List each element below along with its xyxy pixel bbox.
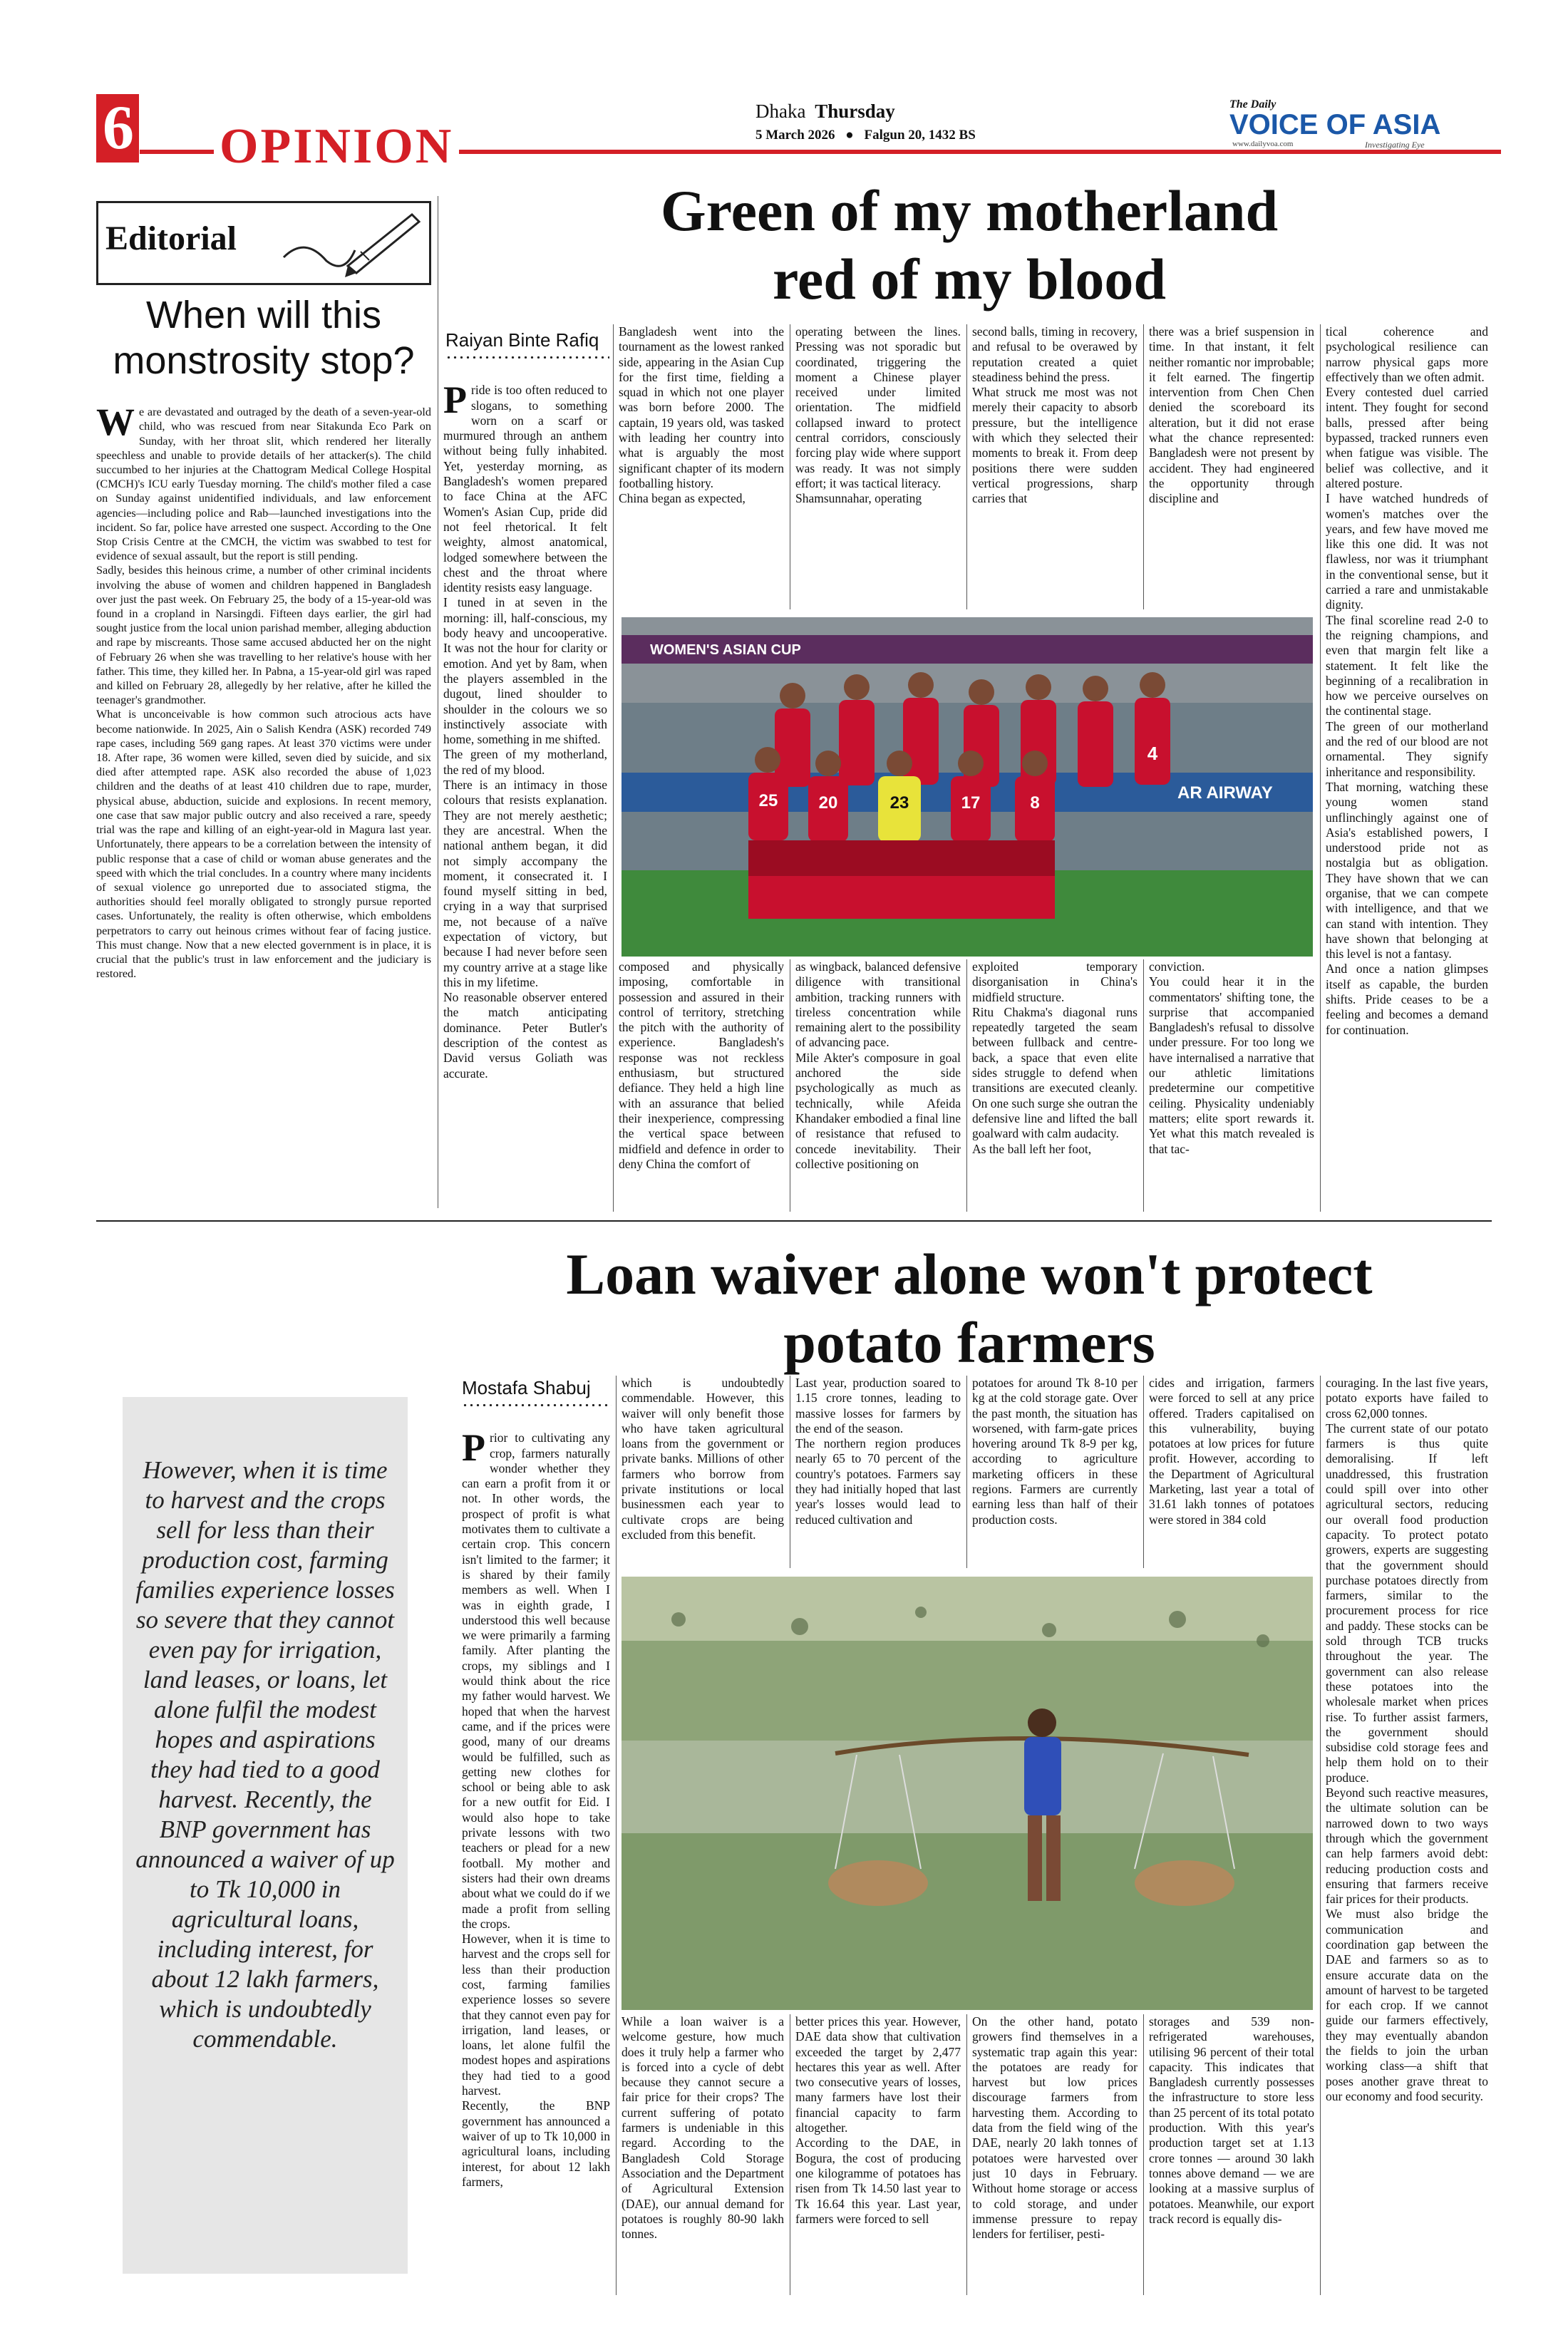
section-divider xyxy=(96,1220,1492,1222)
jersey-number: 20 xyxy=(818,793,838,813)
article1-headline-line2: red of my blood xyxy=(772,247,1167,311)
photo-banner-right: AR AIRWAY xyxy=(1177,783,1273,803)
editorial-label: Editorial xyxy=(105,220,237,257)
article1-col2-bottom: composed and physically imposing, comfortable in possession and assured in their control of territory, stretching the pitch with the authority of experience. Bangladesh's response was not reckless enthusiasm, but structured defiance. They held a high line with an assurance that belied their inexperience, compressing the vertical space between midfield and defence in order to deny China the comfort of xyxy=(619,959,784,1171)
article2-col2-top: which is undoubtedly commendable. However, this waiver will only benefit those who have taken agricultural loans from the government or private banks. Millions of other farmers who borrow from private institutions or local businessmen each year to cultivate crops are being excluded from this benefit. xyxy=(621,1376,784,1542)
article1-col1-text: ride is too often reduced to slogans, to something worn on a scarf or murmured through an anthem without being fully inhabited. Yet, yesterday morning, as Bangladesh's women prepared to face China at the AFC Women's Asian Cup, pride did not feel rhetorical. It felt weighty, almost anatomical, lodged somewhere between the chest and the throat where identity resists easy language. I tuned in at seven in the morning: ill, half-conscious, my body heavy and uncooperative. It was not the hour for clarity or emotion. And yet by 8am, when the players assembled in the dugout, lined shoulder to shoulder in the colours we so instinctively associate with home, something in me shifted. The green of my motherland, the red of my blood. There is an intimacy in those colours that resists explanation. They are not merely aesthetic; they are ancestral. When the national anthem began, it did not simply accompany the moment, it consecrated it. I found myself sitting in bed, crying in a way that surprised me, not because of a naïve expectation of victory, but because I had never before seen my country arrive at a stage like this in my lifetime. No reasonable observer entered the match anticipating dominance. Peter Butler's description of the contest as David versus Goliath was accurate. xyxy=(443,383,607,1081)
article1-headline xyxy=(463,177,1475,314)
section-title: OPINION xyxy=(214,118,459,175)
article2-col6: couraging. In the last five years, potato exports have failed to cross 62,000 tonnes. The current state of our potato farmers is thus quite demoralising. If left unaddressed, this frustration could spill over into other agricultural sectors, reducing our overall food production capacity. To protect potato growers, experts are suggesting that the government should purchase potatoes directly from farmers, similar to the procurement process for rice and paddy. These stocks can be sold through TCB trucks throughout the year. The government can also release these potatoes into the wholesale market when prices rise. To further assist farmers, the government should subsidise cold storage fees and help them hold on to their produce. Beyond such reactive measures, the ultimate solution can be narrowed down to two ways through which the government can help farmers avoid debt: reducing production costs and ensuring that farmers receive fair prices for their products. We must also bridge the communication and coordination gap between the DAE and farmers so as to ensure accurate data on the amount of harvest to be targeted for each crop. If we cannot guide our farmers effectively, they may eventually abandon the fields to join the urban working class—a shift that poses another grave threat to our economy and food security. xyxy=(1326,1376,1488,2103)
dateline xyxy=(755,100,895,123)
farmer-photo xyxy=(621,1577,1313,2010)
article2-headline xyxy=(463,1240,1475,1377)
article2-dropcap: P xyxy=(462,1426,485,1470)
logo-top: The Daily xyxy=(1229,98,1276,110)
logo xyxy=(1229,100,1472,150)
article2-byline: Mostafa Shabuj xyxy=(462,1377,591,1398)
dateline-dates: 5 March 2026 ● Falgun 20, 1432 BS xyxy=(755,128,976,143)
article2-col4-bottom: On the other hand, potato growers find themselves in a systematic trap again this year: the potatoes are ready for harvest but low prices discourage farmers from harvesting them. According to data from the field wing of the DAE, nearly 20 lakh tonnes of potatoes were harvested over just 10 days in February. Without home storage or access to cold storage, and under immense pressure to repay lenders for fertiliser, pesti- xyxy=(972,2014,1138,2242)
dateline-weekday: Thursday xyxy=(815,100,895,122)
jersey-number: 4 xyxy=(1147,743,1158,764)
article1-col1 xyxy=(443,368,607,1212)
photo-banner-left: WOMEN'S ASIAN CUP xyxy=(650,642,801,658)
article1-col5-top: there was a brief suspension in time. In that instant, it felt neither romantic nor improbable; it felt earned. The fingertip intervention from Chen Chen denied the scoreboard its alteration, but it did not erase what the chance represented: Bangladesh were not present by accident. They had engineered the opportunity through discipline and xyxy=(1149,324,1314,506)
article1-col4-bottom: exploited temporary disorganisation in China's midfield structure. Ritu Chakma's diagonal runs repeatedly targeted the seam between fullback and centre-back, a space that even elite sides struggle to defend when transitions are executed cleanly. On one such surge she outran the defensive line and lifted the ball goalward with calm audacity. As the ball left her foot, xyxy=(972,959,1138,1156)
article1-byline-dots xyxy=(445,356,609,359)
article1-col3-top: operating between the lines. Pressing was not sporadic but coordinated, triggering the moment a Chinese player received under limited orientation. The midfield collapsed inward to protect central corridors, consciously forcing play wide where support was ready. It was not simply effort; it was tactical literacy. Shamsunnahar, operating xyxy=(795,324,961,506)
jersey-number: 23 xyxy=(889,793,909,813)
article2-col1 xyxy=(462,1416,610,2292)
article2-headline-line1: Loan waiver alone won't protect xyxy=(566,1242,1373,1306)
article2-byline-dots xyxy=(462,1404,612,1406)
article1-col2-top: Bangladesh went into the tournament as the lowest ranked side, appearing in the Asian Cup for the first time, fielding a squad in which not one player was born before 2000. The captain, 19 years old, was tasked with leading her country into what is arguably the most significant chapter of its modern footballing history. China began as expected, xyxy=(619,324,784,506)
page-number: 6 xyxy=(103,93,134,163)
article1-col3-bottom: as wingback, balanced defensive diligence with transitional ambition, tracking runners with tireless concentration while remaining alert to the possibility of advancing pace. Mile Akter's composure in goal anchored the side psychologically as much as technically, while Afeida Khandaker embodied a final line of resistance that refused to concede inevitability. Their collective positioning on xyxy=(795,959,961,1171)
article1-col5-bottom: conviction. You could hear it in the commentators' shifting tone, the surprise that accompanied Bangladesh's refusal to dissolve under pressure. For too long we have internalised a narrative that our athletic limitations predetermine our competitive ceiling. Physicality undeniably matters; elite sport rewards it. Yet what this match revealed is that tac- xyxy=(1149,959,1314,1156)
article1-headline-line1: Green of my motherland xyxy=(660,178,1279,243)
date-english: 5 March 2026 xyxy=(755,128,835,143)
editorial-text: e are devastated and outraged by the death of a seven-year-old child, who was rescued from near Sitakunda Eco Park on Sunday, with her throat slit, which rendered her literally speechless and unable to provide details of her attacker(s). The child succumbed to her injuries at the Chattogram Medical College Hospital (CMCH)'s ICU early Tuesday morning. The child's mother filed a case on Sunday against unidentified individuals, and law enforcement agencies—including police and Rab—launched investigations into the incident. So far, police have arrested one suspect. According to the One Stop Crisis Centre at the CMCH, the victim was swabbed to test for evidence of sexual assault, but the report is still pending. Sadly, besides this heinous crime, a number of other criminal incidents involving the abuse of women and children happened in Bangladesh over just the past week. On February 25, the body of a 15-year-old was found in a cropland in Narsingdi. Fifteen days earlier, the girl had sought justice from the local union parishad member, alleging abduction and rape by miscreants. Those same accused abducted her on the night of February 26 when she was travelling to her relative's house with her father. This time, they killed her. In Pabna, a 15-year-old girl was raped and killed on February 28, allegedly by her relative, after he killed the teenager's grandmother. What is unconceivable is how common such atrocious acts have become nationwide. In 2025, Ain o Salish Kendra (ASK) recorded 749 rape cases, including 569 gang rapes. At least 370 victims were under 18. After rape, 36 women were killed, seven died by suicide, and six died after attempted rape. ASK also recorded the abuse of 1,023 children and the deaths of at least 410 children due to rape, murder, physical abuse, abduction, suicide and explosions. In recent memory, one case that saw major public outcry and also received a rare, speedy trial was the rape and killing of an eight-year-old in Magura last year. Unfortunately, there appears to be a correlation between the intensity of public response that a case of child or woman abuse generates and the speed with which the trial concludes. In a country where many incidents of sexual violence go unreported due to associated stigma, the authorities should feel morally obligated to strongly pursue reported cases. Unfortunately, the reality is often otherwise, which emboldens perpetrators to carry out heinous crimes without fear of facing justice. This must change. Now that a new elected government is in place, it is crucial that the public's trust in law enforcement and the judiciary is restored. xyxy=(96,406,431,981)
article2-col5-bottom: storages and 539 non-refrigerated warehouses, utilising 96 percent of their total capacity. This indicates that Bangladesh currently possesses the infrastructure to store less than 25 percent of its total potato production. With this year's production target set at 1.13 crore tonnes — around 30 lakh tonnes above demand — we are looking at a massive surplus of potatoes. Meanwhile, our export track record is equally dis- xyxy=(1149,2014,1314,2226)
team-photo-svg xyxy=(621,617,1313,957)
logo-tag: Investigating Eye xyxy=(1365,140,1425,150)
article2-col3-top: Last year, production soared to 1.15 crore tonnes, leading to massive losses for farmers by the end of the season. The northern region produces nearly 65 to 70 percent of the country's potatoes. Farmers say they had initially hoped that last year's losses would lead to reduced cultivation and xyxy=(795,1376,961,1527)
article2-col4-top: potatoes for around Tk 8-10 per kg at the cold storage gate. Over the past month, the situation has worsened, with farm-gate prices hovering around Tk 8-9 per kg, according to agriculture marketing officers in these regions. Farmers are currently earning less than half of their production costs. xyxy=(972,1376,1138,1527)
editorial-body xyxy=(96,391,431,1212)
article1-col4-top: second balls, timing in recovery, and refusal to be overawed by reputation created a quiet steadiness behind the press. What struck me most was not merely their capacity to absorb pressure, but the intelligence with which they selected their moments to break it. From deep positions there were sudden vertical progressions, sharp carries that xyxy=(972,324,1138,506)
jersey-number: 25 xyxy=(758,791,778,810)
date-bangla: Falgun 20, 1432 BS xyxy=(864,128,976,143)
article2-col3-bottom: better prices this year. However, DAE data show that cultivation exceeded the target by 2,477 hectares this year as well. After two consecutive years of losses, many farmers have lost their financial capacity to farm altogether. According to the DAE, in Bogura, the cost of producing one kilogramme of potatoes has risen from Tk 14.50 last year to Tk 16.64 this year. Last year, farmers were forced to sell xyxy=(795,2014,961,2226)
article2-col5-top: cides and irrigation, farmers were forced to sell at any price offered. Traders capitalised on this vulnerability, buying potatoes at low prices for future profit. However, according to the Department of Agricultural Marketing, last year a total of 31.61 lakh tonnes of potatoes were stored in 384 cold xyxy=(1149,1376,1314,1527)
article2-col2-bottom: While a loan waiver is a welcome gesture, how much does it truly help a farmer who is forced into a cycle of debt because they cannot secure a fair price for their crops? The current suffering of potato farmers is undeniable in this regard. According to the Bangladesh Cold Storage Association and the Department of Agricultural Extension (DAE), our annual demand for potatoes is roughly 80-90 lakh tonnes. xyxy=(621,2014,784,2242)
editorial-dropcap: W xyxy=(96,401,135,444)
farmer-photo-svg xyxy=(621,1577,1313,2010)
article1-dropcap: P xyxy=(443,378,467,422)
editorial-title: When will this monstrosity stop? xyxy=(113,294,415,382)
article2-headline-line2: potato farmers xyxy=(783,1310,1155,1375)
team-photo xyxy=(621,617,1313,957)
article1-byline: Raiyan Binte Rafiq xyxy=(445,329,599,351)
pullquote-text: However, when it is time to harvest and the crops sell for less than their production cost, farming families experience losses so severe that they cannot even pay for irrigation, land leases, or loans, let alone fulfil the modest hopes and aspirations they had tied to a good harvest. Recently, the BNP government has announced a waiver of up to Tk 10,000 in agricultural loans, including interest, for about 12 lakh farmers, which is undoubtedly commendable. xyxy=(135,1456,395,2053)
jersey-number: 17 xyxy=(961,793,981,813)
logo-sub: www.dailyvoa.com xyxy=(1232,140,1294,148)
editorial-label-box xyxy=(96,201,431,285)
jersey-number: 8 xyxy=(1030,793,1040,813)
dateline-city: Dhaka xyxy=(755,100,806,122)
article1-col6: tical coherence and psychological resilience can narrow physical gaps more effectively than we often admit. Every contested duel carried intent. They fought for second balls, pressed after being bypassed, tracked runners even when fatigue was visible. The belief was collective, and it altered posture. I have watched hundreds of women's matches over the years, and few have moved me like this one did. It was not flawless, nor was it triumphant in the conventional sense, but it carried a rare and unmistakable dignity. The final scoreline read 2-0 to the reigning champions, and even that margin felt like a statement. It felt like the beginning of a recalibration in how we perceive ourselves on the continental stage. The green of our motherland and the red of our blood are not ornamental. They signify inheritance and responsibility. That morning, watching these young women stand unflinchingly against one of Asia's established powers, I understood pride not as nostalgia but as obligation. They have shown that we can organise, that we can compete with intelligence, and that we can stand with intention. They have shown that belonging at this level is not a fantasy. And once a nation glimpses itself as capable, the burden shifts. Pride ceases to be a feeling and becomes a demand for continuation. xyxy=(1326,324,1488,1037)
article2-col1-text: rior to cultivating any crop, farmers naturally wonder whether they can earn a profit from it or not. In other words, the prospect of profit is what motivates them to cultivate a certain crop. This concern isn't limited to the farmer; it is shared by their family members as well. When I was in eighth grade, I understood this well because we were primarily a farming family. After planting the crops, my siblings and I would think about the rice my father would harvest. We hoped that when the harvest came, and if the prices were good, many of our dreams would be fulfilled, such as getting new clothes for school or being able to ask for a new outfit for Eid. I would also hope to take private lessons with two teachers or plead for a new football. My mother and sisters had their own dreams about what we could do if we made a profit from selling the crops. However, when it is time to harvest and the crops sell for less than their production cost, farming families experience losses so severe that they cannot even pay for irrigation, land leases, or loans, let alone fulfil the modest hopes and aspirations they had tied to a good harvest. Recently, the BNP government has announced a waiver of up to Tk 10,000 in agricultural loans, including interest, for about 12 lakh farmers, xyxy=(462,1431,610,2189)
pen-icon xyxy=(277,207,426,279)
pullquote-box xyxy=(123,1397,408,2274)
logo-main: VOICE OF ASIA xyxy=(1229,109,1441,140)
